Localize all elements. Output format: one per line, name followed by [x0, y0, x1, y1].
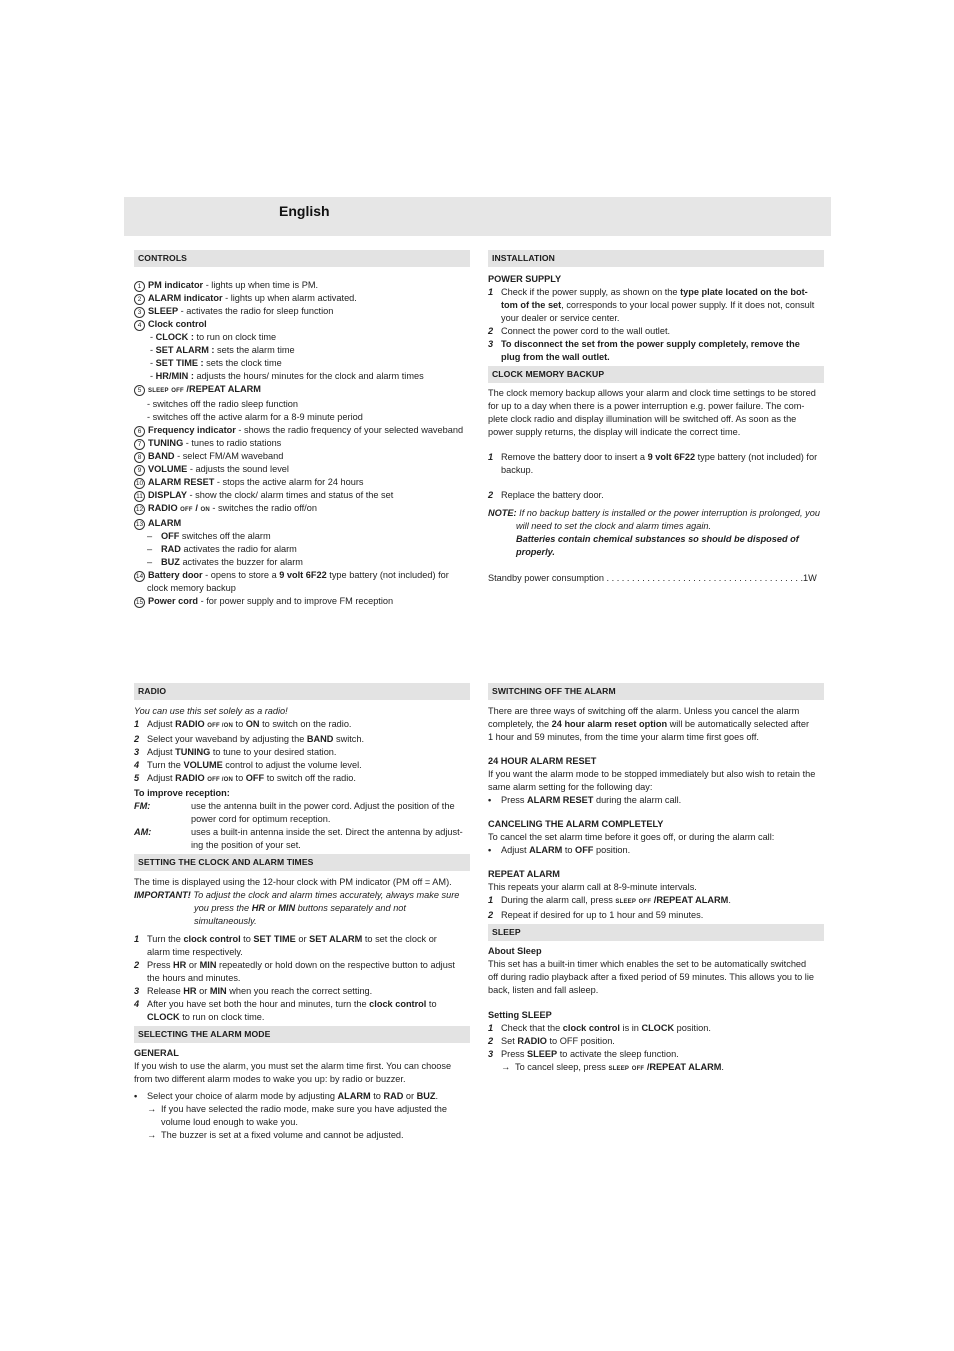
sleep-heading: SLEEP	[488, 924, 824, 941]
installation-section: INSTALLATION POWER SUPPLY 1 Check if the power supply, as shown on the type plate located on the bot- tom of the set, corresponds to your local power supply. If it does not, consult your dealer or service center. 2 Connect the power cord to the wall outlet. 3 To disconnect the set from the power supply completely, remove the plug from the wall outlet. CLOCK MEMORY BACKUP The clock memory backup allows your alarm and clock time settings to be stored for up to a day when there is a power interruption e.g. power failure. The com- plete clock radio and display illumination will be switched off. As soon as the power supply returns, the display will indicate the correct time. 1 Remove the battery door to insert a 9 volt 6F22 type battery (not included) for backup. 2 Replace the battery door. NOTE: If no backup battery is installed or the power interruption is prolonged, you will need to set the clock and alarm times again. Batteries contain chemical substances so should be disposed of properly. Standby power consumption . . . . . . . . . . . . . . . . . . . . . . . . . . . . . . . . . . . . . . .1W	[488, 250, 824, 585]
standby-power: Standby power consumption . . . . . . . . . . . . . . . . . . . . . . . . . . . . . . . . . . . . . . .1W	[488, 573, 817, 583]
item-number-badge: 10	[135, 480, 144, 487]
backup-note: NOTE: If no backup battery is installed or the power interruption is prolonged, you	[488, 508, 820, 518]
sleep-step-1: 1 Check that the clock control is in CLOCK position.	[488, 1023, 711, 1033]
control-item-13: 13 ALARM	[135, 518, 182, 528]
repeat-step-1: 1 During the alarm call, press SLEEP OFF /REPEAT ALARM.	[488, 895, 731, 905]
repeat-step-2: 2 Repeat if desired for up to 1 hour and 59 minutes.	[488, 910, 704, 920]
selecting-arrow-1: → If you have selected the radio mode, make sure you have adjusted the volume loud enough to wake you.	[147, 1104, 448, 1127]
install-step-3: 3 To disconnect the set from the power supply completely, remove the plug from the wall outlet.	[488, 339, 800, 362]
dash: –	[147, 544, 153, 554]
page-language-title: English	[279, 203, 330, 219]
am-tip: AM: uses a built-in antenna inside the set. Direct the antenna by adjust- ing the position of your set.	[134, 827, 463, 850]
switching-heading: SWITCHING OFF THE ALARM	[488, 683, 824, 700]
control-item-11: 11 DISPLAY - show the clock/ alarm times and status of the set	[134, 489, 470, 502]
install-step-2: 2 Connect the power cord to the wall outlet.	[488, 326, 671, 336]
item-number-badge: 3	[134, 307, 145, 318]
setting-step-3: 3 Release HR or MIN when you reach the correct setting.	[134, 986, 373, 996]
arrow-right-icon: →	[501, 1062, 511, 1072]
control-item-8: 8 BAND - select FM/AM waveband	[134, 450, 470, 463]
control-item-5-desc: - switches off the radio sleep function	[147, 399, 298, 409]
control-item-5-desc: - switches off the active alarm for a 8-9 minute period	[147, 412, 363, 422]
radio-step-5: 5 Adjust RADIO OFF /ON to OFF to switch off the radio.	[134, 773, 356, 783]
clock-control-option: - HR/MIN : adjusts the hours/ minutes for the clock and alarm times	[150, 371, 424, 381]
control-item-15: 15 Power cord - for power supply and to improve FM reception	[135, 596, 394, 606]
arrow-right-icon: →	[147, 1104, 157, 1114]
important-note: IMPORTANT! To adjust the clock and alarm times accurately, always make sure	[134, 890, 460, 900]
radio-section: RADIO You can use this set solely as a radio! 1 Adjust RADIO OFF /ON to ON to switch on the radio. 2 Select your waveband by adjusting the BAND switch. 3 Adjust TUNING to tune to your desired station. 4 Turn the VOLUME control to adjust the volume level. 5 Adjust RADIO OFF /ON to OFF to switch off the radio. To improve reception: FM: use the antenna built in the power cord. Adjust the position of the power cord for optimum reception. AM: uses a built-in antenna inside the set. Direct the antenna by adjust- ing the position of your set. SETTING THE CLOCK AND ALARM TIMES The time is displayed using the 12-hour clock with PM indicator (PM off = AM). IMPORTANT! To adjust the clock and alarm times accurately, always make sure you press the HR or MIN buttons separately and not simultaneously. 1 Turn the clock control to SET TIME or SET ALARM to set the clock or alarm time respectively. 2 Press HR or MIN repeatedly or hold down on the respective button to adjust the hours and minutes. 3 Release HR or MIN when you reach the correct setting. 4 After you have set both the hour and minutes, turn the clock control to CLOCK to run on clock time. SELECTING THE ALARM MODE GENERAL If you wish to use the alarm, you must set the alarm time first. You can choose from two different alarm modes to wake you up: by radio or buzzer. • Select your choice of alarm mode by adjusting ALARM to RAD or BUZ. → If you have selected the radio mode, make sure you have adjusted the volume loud enough to wake you. → The buzzer is set at a fixed volume and cannot be adjusted.	[134, 683, 470, 1142]
backup-step-1: 1 Remove the battery door to insert a 9 volt 6F22 type battery (not included) for backup.	[488, 452, 818, 475]
item-number-badge: 8	[134, 452, 145, 463]
reset-bullet: • Press ALARM RESET during the alarm call.	[488, 795, 682, 805]
sleep-cancel-arrow: → To cancel sleep, press SLEEP OFF /REPEAT ALARM.	[488, 1061, 824, 1076]
installation-heading: INSTALLATION	[488, 250, 824, 267]
item-number-badge: 4	[134, 320, 145, 331]
setting-heading: SETTING THE CLOCK AND ALARM TIMES	[134, 854, 470, 871]
selecting-heading: SELECTING THE ALARM MODE	[134, 1026, 470, 1043]
radio-step-4: 4 Turn the VOLUME control to adjust the volume level.	[134, 760, 362, 770]
control-item-9: 9 VOLUME - adjusts the sound level	[134, 463, 470, 476]
dash: –	[147, 557, 153, 567]
dash: –	[147, 531, 153, 541]
control-item-12: 12 RADIO OFF / ON - switches the radio off/on	[135, 503, 317, 513]
item-number-badge: 7	[134, 439, 145, 450]
backup-heading: CLOCK MEMORY BACKUP	[488, 366, 824, 383]
alarm-switch-option: – BUZ activates the buzzer for alarm	[147, 557, 303, 567]
item-number-badge: 9	[134, 465, 145, 476]
cancel-bullet: • Adjust ALARM to OFF position.	[488, 845, 631, 855]
item-number-badge: 2	[134, 294, 145, 305]
selecting-arrow-2: → The buzzer is set at a fixed volume and cannot be adjusted.	[147, 1130, 404, 1140]
install-step-1: 1 Check if the power supply, as shown on the type plate located on the bot- tom of the set, corresponds to your local power supply. If it does not, consult your dealer or service center.	[488, 287, 815, 323]
control-item-4: 4 Clock control	[134, 318, 470, 331]
control-item-6: 6 Frequency indicator - shows the radio frequency of your selected waveband	[134, 424, 470, 437]
selecting-paragraph: If you wish to use the alarm, you must set the alarm time first. You can choose from two different alarm modes to wake you up: by radio or buzzer.	[134, 1061, 452, 1084]
control-item-3: 3 SLEEP - activates the radio for sleep function	[134, 305, 470, 318]
control-item-7: 7 TUNING - tunes to radio stations	[134, 437, 470, 450]
arrow-right-icon: →	[147, 1130, 157, 1140]
header-band	[124, 197, 831, 236]
control-item-2: 2 ALARM indicator - lights up when alarm activated.	[134, 292, 470, 305]
item-number-badge: 6	[134, 426, 145, 437]
clock-control-option: - CLOCK : to run on clock time	[150, 332, 277, 342]
sleep-step-2: 2 Set RADIO to OFF position.	[488, 1036, 615, 1046]
control-item-1: 1 PM indicator - lights up when time is PM.	[134, 279, 470, 292]
selecting-bullet: • Select your choice of alarm mode by adjusting ALARM to RAD or BUZ.	[134, 1091, 439, 1101]
clock-control-option: - SET TIME : sets the clock time	[150, 358, 282, 368]
radio-step-3: 3 Adjust TUNING to tune to your desired station.	[134, 747, 337, 757]
power-supply-subtitle: POWER SUPPLY	[488, 274, 562, 284]
setting-step-2: 2 Press HR or MIN repeatedly or hold down on the respective button to adjust the hours and minutes.	[134, 960, 455, 983]
controls-section: CONTROLS 1 PM indicator - lights up when time is PM. 2 ALARM indicator - lights up when alarm activated. 3 SLEEP - activates the radio for sleep function 4 Clock control - CLOCK : to run on clock time - SET ALARM : sets the alarm time - SET TIME : sets the clock time - HR/MIN : adjusts the hours/ minutes for the clock and alarm times 5 SLEEP OFF /REPEAT ALARM - switches off the radio sleep function - switches off the active alarm for a 8-9 minute period 6 Frequency indicator - shows the radio frequency of your selected waveband 7 TUNING - tunes to radio stations 8 BAND - select FM/AM waveband 9 VOLUME - adjusts the sound level 10 ALARM RESET - stops the active alarm for 24 hours 11 DISPLAY - show the clock/ alarm times and status of the set 12 RADIO OFF / ON - switches the radio off/on 13 ALARM – OFF switches off the alarm – RAD activates the radio for alarm – BUZ activates the buzzer for alarm 14 Battery door - opens to store a 9 volt 6F22 type battery (not included) for clock memory backup 15 Power cord - for power supply and to improve FM reception	[134, 250, 470, 608]
radio-step-2: 2 Select your waveband by adjusting the BAND switch.	[134, 734, 365, 744]
backup-paragraph: The clock memory backup allows your alarm and clock time settings to be stored for up to a day when there is a power interruption e.g. power failure. The com- plete clock radio and display illumination will be switched off. As soon as the power supply returns, the display will indicate the correct time.	[488, 388, 816, 437]
clock-control-option: - SET ALARM : sets the alarm time	[150, 345, 295, 355]
alarm-switch-option: – OFF switches off the alarm	[147, 531, 271, 541]
backup-step-2: 2 Replace the battery door.	[488, 490, 604, 500]
fm-tip: FM: use the antenna built in the power cord. Adjust the position of the power cord for optimum reception.	[134, 801, 455, 824]
setting-step-1: 1 Turn the clock control to SET TIME or SET ALARM to set the clock or alarm time respectively.	[134, 934, 437, 957]
sleep-step-3: 3 Press SLEEP to activate the sleep function.	[488, 1049, 679, 1059]
item-number-badge: 11	[134, 491, 145, 502]
control-item-14: 14 Battery door - opens to store a 9 volt 6F22 type battery (not included) for	[135, 570, 449, 580]
controls-heading: CONTROLS	[134, 250, 470, 267]
setting-step-4: 4 After you have set both the hour and minutes, turn the clock control to CLOCK to run on clock time.	[134, 999, 437, 1022]
switching-section: SWITCHING OFF THE ALARM There are three ways of switching off the alarm. Unless you cancel the alarm completely, the 24 hour alarm reset option will be automatically selected after 1 hour and 59 minutes, from the time your alarm time first goes off. 24 HOUR ALARM RESET If you want the alarm mode to be stopped immediately but also wish to retain the same alarm setting for the following day: • Press ALARM RESET during the alarm call. CANCELING THE ALARM COMPLETELY To cancel the set alarm time before it goes off, or during the alarm call: • Adjust ALARM to OFF position. REPEAT ALARM This repeats your alarm call at 8-9-minute intervals. 1 During the alarm call, press SLEEP OFF /REPEAT ALARM. 2 Repeat if desired for up to 1 hour and 59 minutes. SLEEP About Sleep This set has a built-in timer which enables the set to be automatically switched off during radio playback after a fixed period of 59 minutes. This allows you to lie back, listen and fall asleep. Setting SLEEP 1 Check that the clock control is in CLOCK position. 2 Set RADIO to OFF position. 3 Press SLEEP to activate the sleep function. → To cancel sleep, press SLEEP OFF /REPEAT ALARM.	[488, 683, 824, 1076]
alarm-switch-option: – RAD activates the radio for alarm	[147, 544, 297, 554]
control-item-5: 5 SLEEP OFF /REPEAT ALARM	[134, 383, 470, 398]
radio-step-1: 1 Adjust RADIO OFF /ON to ON to switch on the radio.	[134, 719, 352, 729]
control-item-10: 10 ALARM RESET - stops the active alarm for 24 hours	[135, 477, 364, 487]
radio-heading: RADIO	[134, 683, 470, 700]
item-number-badge: 1	[134, 281, 145, 292]
